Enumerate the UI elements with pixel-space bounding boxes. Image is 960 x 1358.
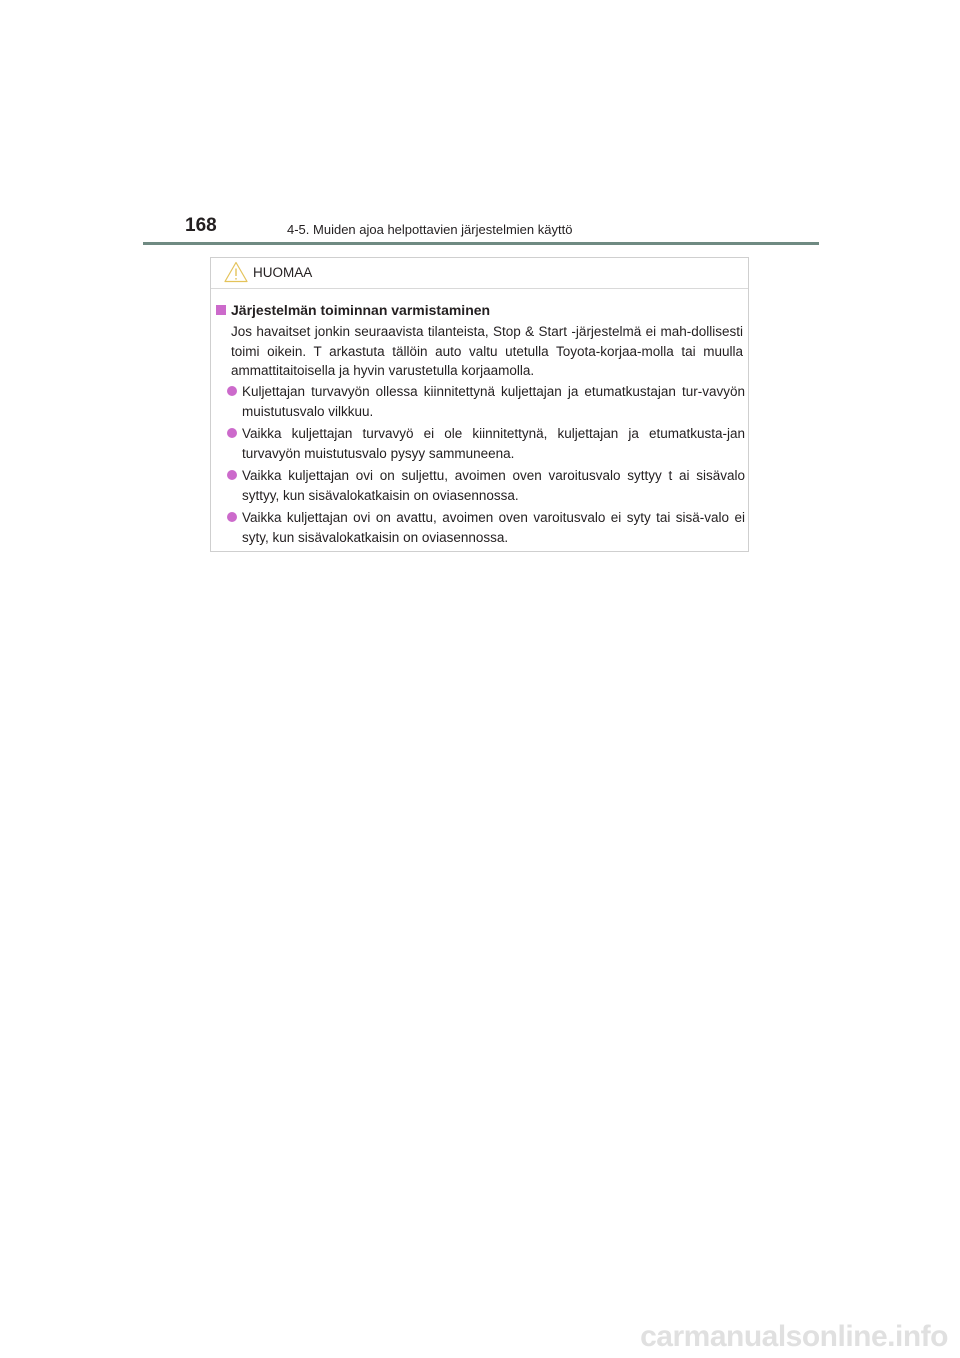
round-bullet-icon (227, 512, 237, 522)
section-heading-text: Järjestelmän toiminnan varmistaminen (231, 302, 491, 318)
header-rule (143, 242, 819, 245)
list-item (225, 424, 745, 463)
round-bullet-icon (227, 386, 237, 396)
warning-triangle-icon (224, 261, 248, 283)
intro-paragraph: Jos havaitset jonkin seuraavista tilanteista, Stop & Start -järjestelmä ei mah-dollisesti toimi oikein. T arkastuta tällöin auto valtu utetulla Toyota-korjaa-molla tai muulla ammattitaitoisella ja hyvin varustetulla korjaamolla. (231, 324, 743, 378)
page-number: 168 (185, 215, 217, 236)
list-item-text: Vaikka kuljettajan turvavyö ei ole kiinnitettynä, kuljettajan ja etumatkusta-jan turvavyön muistutusvalo pysyy sammuneena. (242, 426, 745, 461)
section-heading (216, 301, 490, 319)
list-item-text: Kuljettajan turvavyön ollessa kiinnitettynä kuljettajan ja etumatkustajan tur-vavyön muistutusvalo vilkkuu. (242, 384, 745, 419)
list-item-text: Vaikka kuljettajan ovi on suljettu, avoimen oven varoitusvalo syttyy t ai sisävalo syttyy, kun sisävalokatkaisin on oviasennossa. (242, 468, 745, 503)
notice-box (210, 257, 749, 552)
list-item-text: Vaikka kuljettajan ovi on avattu, avoimen oven varoitusvalo ei syty tai sisä-valo ei syty, kun sisävalokatkaisin on oviasennossa. (242, 510, 745, 545)
bullet-list (225, 382, 745, 550)
notice-header (211, 258, 748, 289)
section-title: 4-5. Muiden ajoa helpottavien järjestelmien käyttö (287, 222, 573, 237)
list-item (225, 382, 745, 421)
page-header (143, 214, 819, 246)
watermark: carmanualsonline.info (640, 1320, 948, 1353)
list-item (225, 508, 745, 547)
list-item (225, 466, 745, 505)
notice-label: HUOMAA (253, 265, 313, 280)
round-bullet-icon (227, 470, 237, 480)
round-bullet-icon (227, 428, 237, 438)
square-bullet-icon (216, 305, 226, 315)
